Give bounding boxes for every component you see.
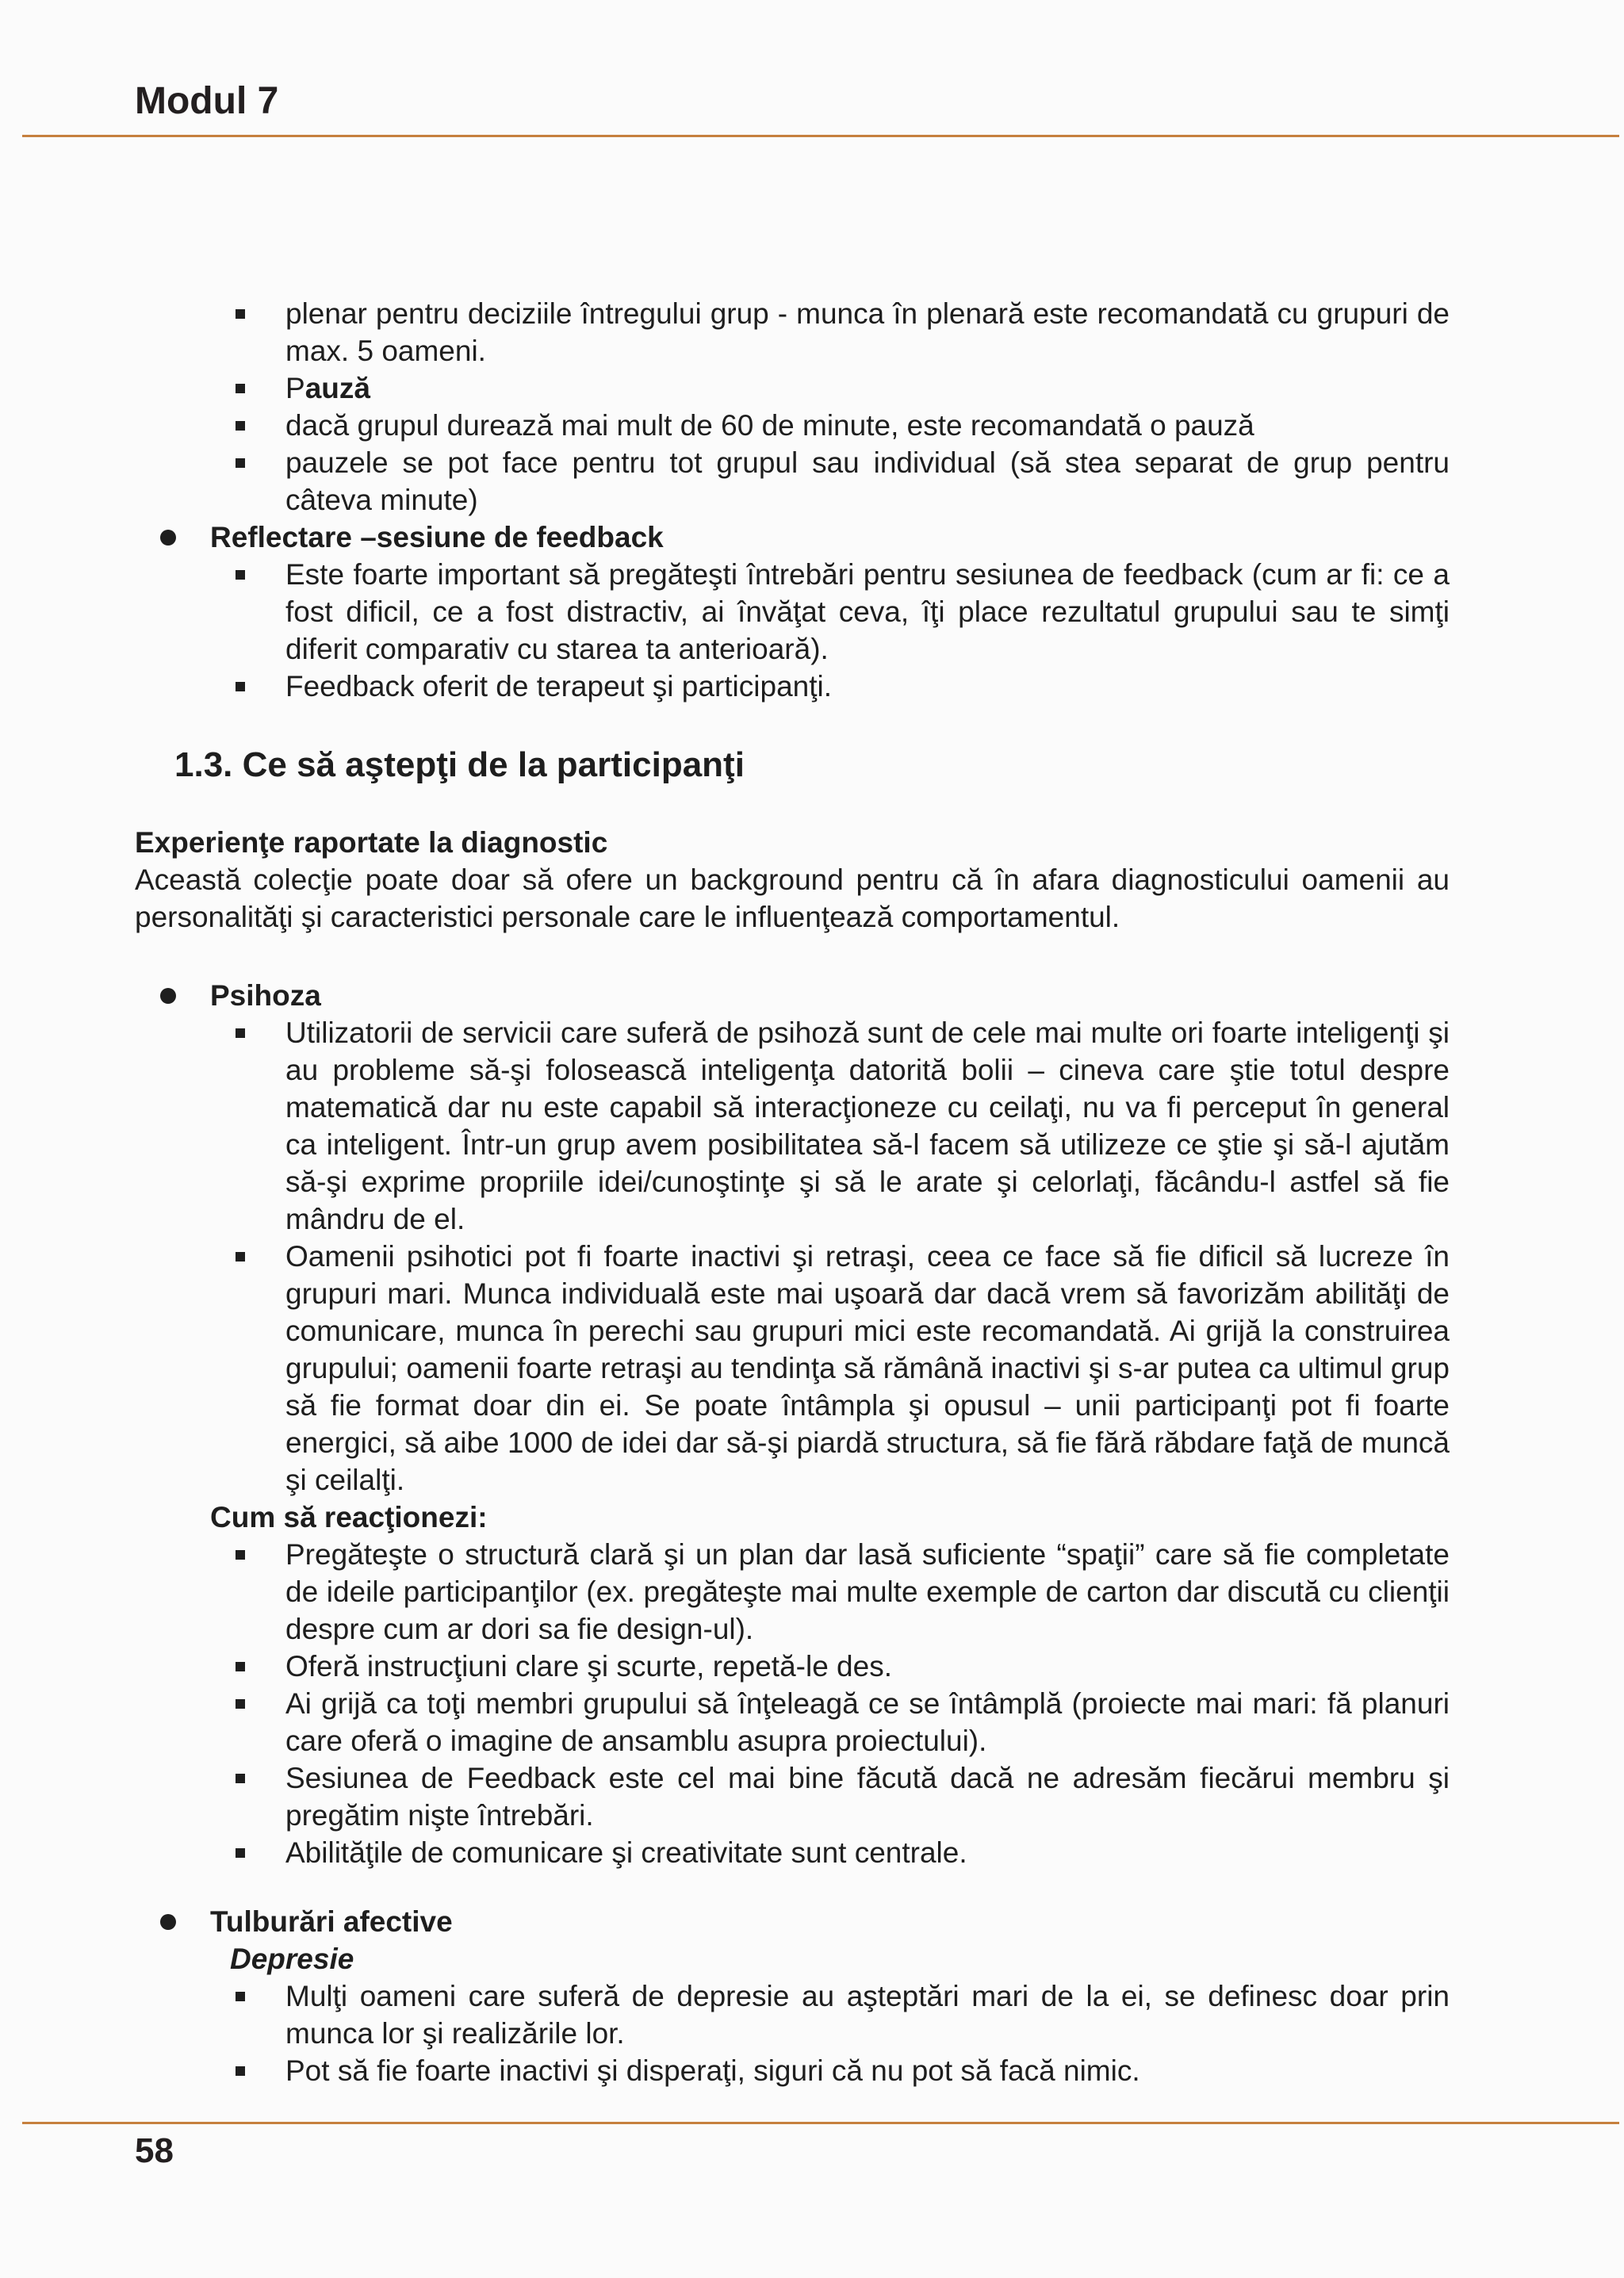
list-item: Utilizatorii de servicii care suferă de psihoză sunt de cele mai multe ori foarte inteligenţi şi au probleme să-şi folosească inteligenţa datorită bolii – cineva care ştie totul despre matematică dar nu este capabil să interacţioneze cu ceilaţi, nu va fi perceput în general ca inteligent. Într-un grup avem posibilitatea să-l facem să utilizeze ce ştie şi să-l ajutăm să-şi exprime propriile idei/cunoştinţe şi să le arate şi celorlaţi, făcându-l astfel să fie mândru de el. [135, 1014, 1450, 1238]
psihoza-section [135, 977, 1450, 1871]
top-list [135, 295, 1450, 519]
bullet-reflectare [135, 519, 1450, 705]
bottom-divider [22, 2122, 1619, 2124]
list-item: Este foarte important să pregăteşti întrebări pentru sesiunea de feedback (cum ar fi: ce a fost dificil, ce a fost distractiv, ai învăţat ceva, îţi place rezultatul grupului sau te simţi diferit comparativ cu starea ta anterioară). [135, 556, 1450, 668]
list-item: Feedback oferit de terapeut şi participanţi. [135, 668, 1450, 705]
pause-first-letter: P [285, 372, 305, 404]
list-item: Oamenii psihotici pot fi foarte inactivi şi retraşi, ceea ce face să fie dificil să lucreze în grupuri mari. Munca individuală este mai uşoară dar dacă vrem să favorizăm abilităţi de comunicare, munca în perechi sau grupuri mici este recomandată. Ai grijă la construirea grupului; oamenii foarte retraşi au tendinţa să rămână inactivi şi s-ar putea ca ultimul grup să fie format doar din ei. Se poate întâmpla şi opusul – unii participanţi pot fi foarte energici, să aibe 1000 de idei dar să-şi piardă structura, să fie fără răbdare faţă de muncă şi ceilalţi. [135, 1238, 1450, 1499]
list-item: Mulţi oameni care suferă de depresie au aşteptări mari de la ei, se definesc doar prin munca lor şi realizările lor. [135, 1977, 1450, 2052]
list-item: Abilităţile de comunicare şi creativitate sunt centrale. [135, 1834, 1450, 1871]
list-item: Oferă instrucţiuni clare şi scurte, repetă-le des. [135, 1648, 1450, 1685]
page-content [135, 295, 1450, 2089]
list-item-pause [135, 369, 1450, 407]
pause-rest: auză [304, 372, 370, 404]
top-divider [22, 135, 1619, 137]
reflectare-title: Reflectare –sesiune de feedback [210, 521, 664, 553]
bullet-psihoza [135, 977, 1450, 1871]
list-item: dacă grupul durează mai mult de 60 de minute, este recomandată o pauză [135, 407, 1450, 444]
list-item: plenar pentru deciziile întregului grup - munca în plenară este recomandată cu grupuri de max. 5 oameni. [135, 295, 1450, 369]
tulburari-title: Tulburări afective [210, 1905, 453, 1938]
depresie-subtitle: Depresie [230, 1943, 354, 1975]
list-item: Sesiunea de Feedback este cel mai bine făcută dacă ne adresăm fiecărui membru şi pregătim nişte întrebări. [135, 1759, 1450, 1834]
experiente-title: Experienţe raportate la diagnostic [135, 826, 608, 859]
tulburari-section [135, 1903, 1450, 2089]
reflectare-section [135, 519, 1450, 705]
experiente-paragraph: Această colecţie poate doar să ofere un background pentru că în afara diagnosticului oamenii au personalităţi şi caracteristici personale care le influenţează comportamentul. [135, 863, 1450, 933]
module-header: Modul 7 [135, 80, 279, 122]
list-item: Pot să fie foarte inactivi şi disperaţi, siguri că nu pot să facă nimic. [135, 2052, 1450, 2089]
list-item: Pregăteşte o structură clară şi un plan dar lasă suficiente “spaţii” care să fie completate de ideile participanţilor (ex. pregăteşte mai multe exemple de carton dar discută cu clienţii despre cum ar dori sa fie design-ul). [135, 1536, 1450, 1648]
page-number: 58 [135, 2131, 174, 2170]
bullet-tulburari [135, 1903, 1450, 2089]
list-item: pauzele se pot face pentru tot grupul sau individual (să stea separat de grup pentru câteva minute) [135, 444, 1450, 519]
react-title: Cum să reacţionezi: [210, 1501, 488, 1533]
psihoza-title: Psihoza [210, 979, 321, 1012]
list-item: Ai grijă ca toţi membri grupului să înţeleagă ce se întâmplă (proiecte mai mari: fă planuri care oferă o imagine de ansamblu asupra proiectului). [135, 1685, 1450, 1759]
section-title: 1.3. Ce să aştepţi de la participanţi [174, 745, 745, 784]
